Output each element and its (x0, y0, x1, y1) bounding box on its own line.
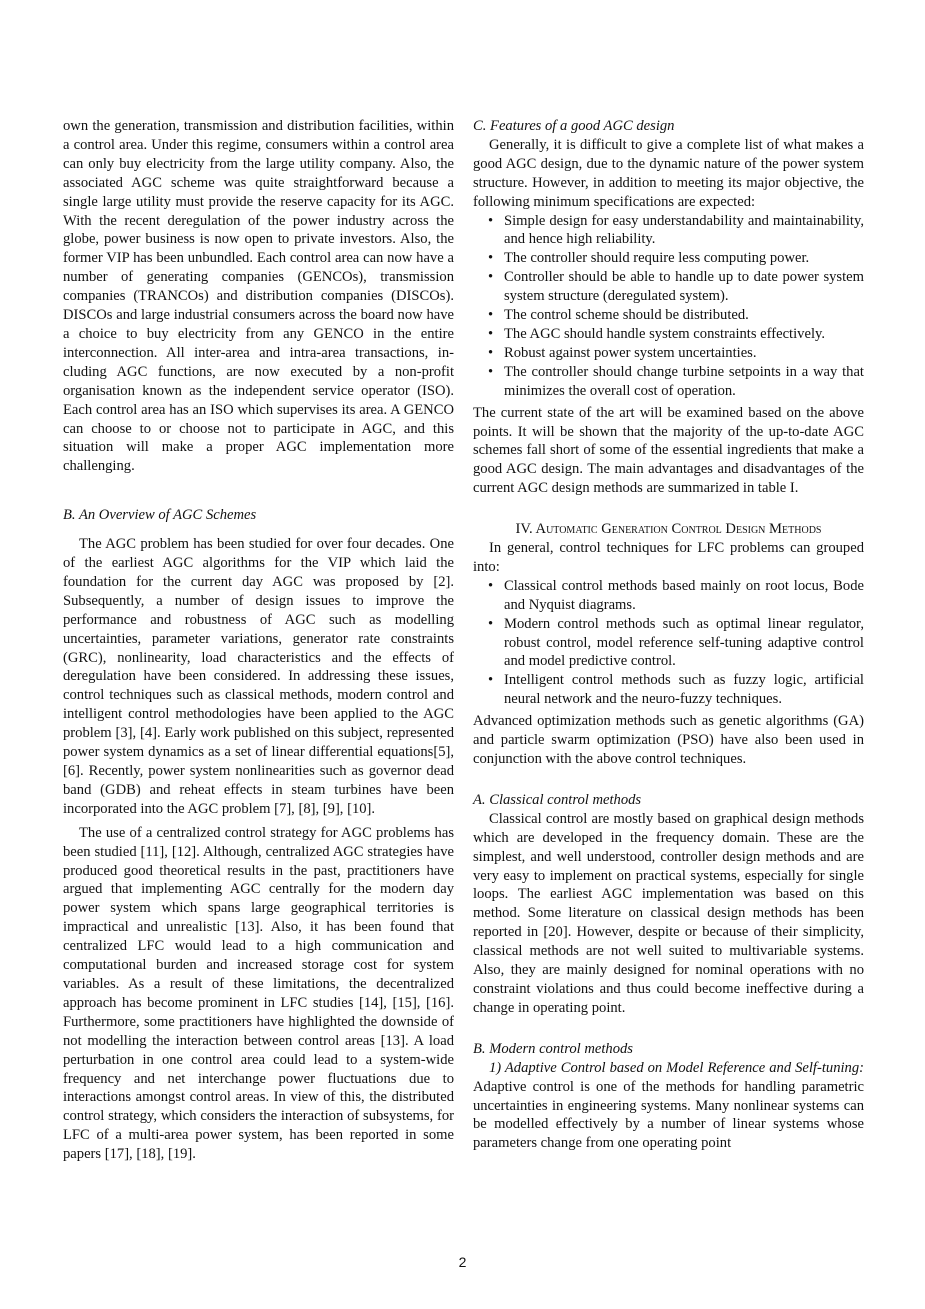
list-item: • The controller should change turbine setpoints in a way that minimizes the overall cost of operation. (473, 363, 864, 401)
section-b-paragraph-2: The use of a centralized control strategy for AGC problems has been studied [11], [12]. Although, centralized AGC strategies have produced good theoretical results in the past, practitioners have argued that implementing AGC centrally for the modern day power system which spans large geographical territories is impractical and unrealistic [13]. Also, it has been found that centralized LFC would lead to a high communication and computational burden and increased storage cost for system variables. As a result of these limitations, the decentralized approach has become prominent in LFC studies [14], [15], [16]. Furthermore, some practitioners have highlighted the downside of not modelling the interaction between control areas [13]. A load perturbation in one control area could lead to a system-wide frequency and net interchange power fluctuations due to interactions amongst control areas. In view of this, the distributed control strategy, which considers the interaction of subsystems, for LFC of a multi-area power system, has been reported in some papers [17], [18], [19]. (63, 824, 454, 1163)
section-b-paragraph-1: The AGC problem has been studied for over four decades. One of the earliest AGC algorithms for the VIP which laid the foundation for the current day AGC was proposed by [2]. Subsequently, a number of design issues to improve the performance and robustness of AGC such as modelling uncertainties, parameter variations, generator rate constraints (GRC), nonlinearity, load characteristics and the effects of deregulation have been considered. In addressing these issues, control techniques such as classical methods, modern control and intelligent control methodologies have been applied to the AGC problem [3], [4]. Early work published on this subject, represented power system dynamics as a set of linear differential equations[5], [6]. Recently, power system nonlinearities such as governor dead band (GDB) and reheat effects in steam turbines have been incorporated into the AGC problem [7], [8], [9], [10]. (63, 536, 454, 817)
modern-heading: B. Modern control methods (473, 1040, 633, 1057)
list-item: • Modern control methods such as optimal linear regulator, robust control, model reference self-tuning adaptive control and model predictive control. (473, 615, 864, 672)
optimization-paragraph: Advanced optimization methods such as genetic algorithms (GA) and particle swarm optimization (PSO) have also been used in conjunction with the above control techniques. (473, 713, 864, 767)
page-number: 2 (458, 1254, 467, 1270)
adaptive-paragraph (473, 1059, 864, 1154)
state-of-art-paragraph: The current state of the art will be examined based on the above points. It will be shown that the majority of the up-to-date AGC schemes fall short of some of the essential ingredients that make a good AGC design. The main advantages and disadvantages of the current AGC design methods are summarized in table I. (473, 404, 864, 497)
list-item: • The control scheme should be distributed. (473, 306, 864, 325)
section-c-paragraph: Generally, it is difficult to give a complete list of what makes a good AGC design, due to the dynamic nature of the power system structure. However, in addition to meeting its major objective, the following minimum specifications are expected: (473, 136, 864, 210)
right-column (473, 117, 864, 1153)
list-item: • Controller should be able to handle up to date power system system structure (deregulated system). (473, 268, 864, 306)
section-iv-paragraph: In general, control techniques for LFC problems can grouped into: (473, 540, 864, 575)
features-list (473, 212, 864, 401)
intro-paragraph: own the generation, transmission and distribution facilities, within a control area. Under this regime, consumers within a control area can only buy electricity from the large utility company. Also, the associated AGC scheme was quite straightforward because a single large utility must provide the reserve capacity for its AGC. With the recent deregulation of the power industry across the globe, power business is now open to private investors. Also, the former VIP has been unbundled. Each control area can now have a number of generating companies (GENCOs), transmission companies (TRANCOs) and distribution companies (DISCOs). DISCOs and large industrial consumers across the board now have a choice to buy electricity from any GENCO in the entire interconnection. All inter-area and intra-area transactions, including AGC functions, are now executed by a non-profit organisation known as the independent service operator (ISO). Each control area has an ISO which supervises its area. A GENCO can choose to or choose not to participate in AGC, and this situation will make a proper AGC implementation more challenging. (63, 118, 454, 475)
techniques-list (473, 577, 864, 709)
list-item: • Robust against power system uncertainties. (473, 344, 864, 363)
section-b-heading: B. An Overview of AGC Schemes (63, 507, 257, 524)
left-column (63, 117, 454, 1164)
adaptive-text: Adaptive control is one of the methods for handling parametric uncertainties in engineering systems. Many nonlinear systems can be modelled effectively by a number of linear systems whose parameters change from one operating point (473, 1078, 864, 1152)
list-item: • The AGC should handle system constraints effectively. (473, 325, 864, 344)
list-item: • The controller should require less computing power. (473, 249, 864, 268)
list-item: • Intelligent control methods such as fuzzy logic, artificial neural network and the neuro-fuzzy techniques. (473, 671, 864, 709)
section-c-heading: C. Features of a good AGC design (473, 118, 675, 134)
list-item: • Classical control methods based mainly on root locus, Bode and Nyquist diagrams. (473, 577, 864, 615)
list-item: • Simple design for easy understandability and maintainability, and hence high reliability. (473, 212, 864, 250)
adaptive-subheading: 1) Adaptive Control based on Model Reference and Self-tuning: (489, 1059, 864, 1076)
section-iv-heading: IV. Automatic Generation Control Design Methods (515, 521, 822, 538)
classical-heading: A. Classical control methods (473, 791, 642, 808)
classical-paragraph: Classical control are mostly based on graphical design methods which are developed in the frequency domain. These are the simplest, and well understood, controller design methods and are very easy to implement on practical systems, especially for single loops. The earliest AGC implementation was based on this method. Some literature on classical design methods has been reported in [20]. However, despite or because of their simplicity, classical methods are not well suited to multivariable systems. Also, they are mainly designed for nominal operations with no constraint violations and thus could become ineffective during a change in operating point. (473, 810, 864, 1016)
